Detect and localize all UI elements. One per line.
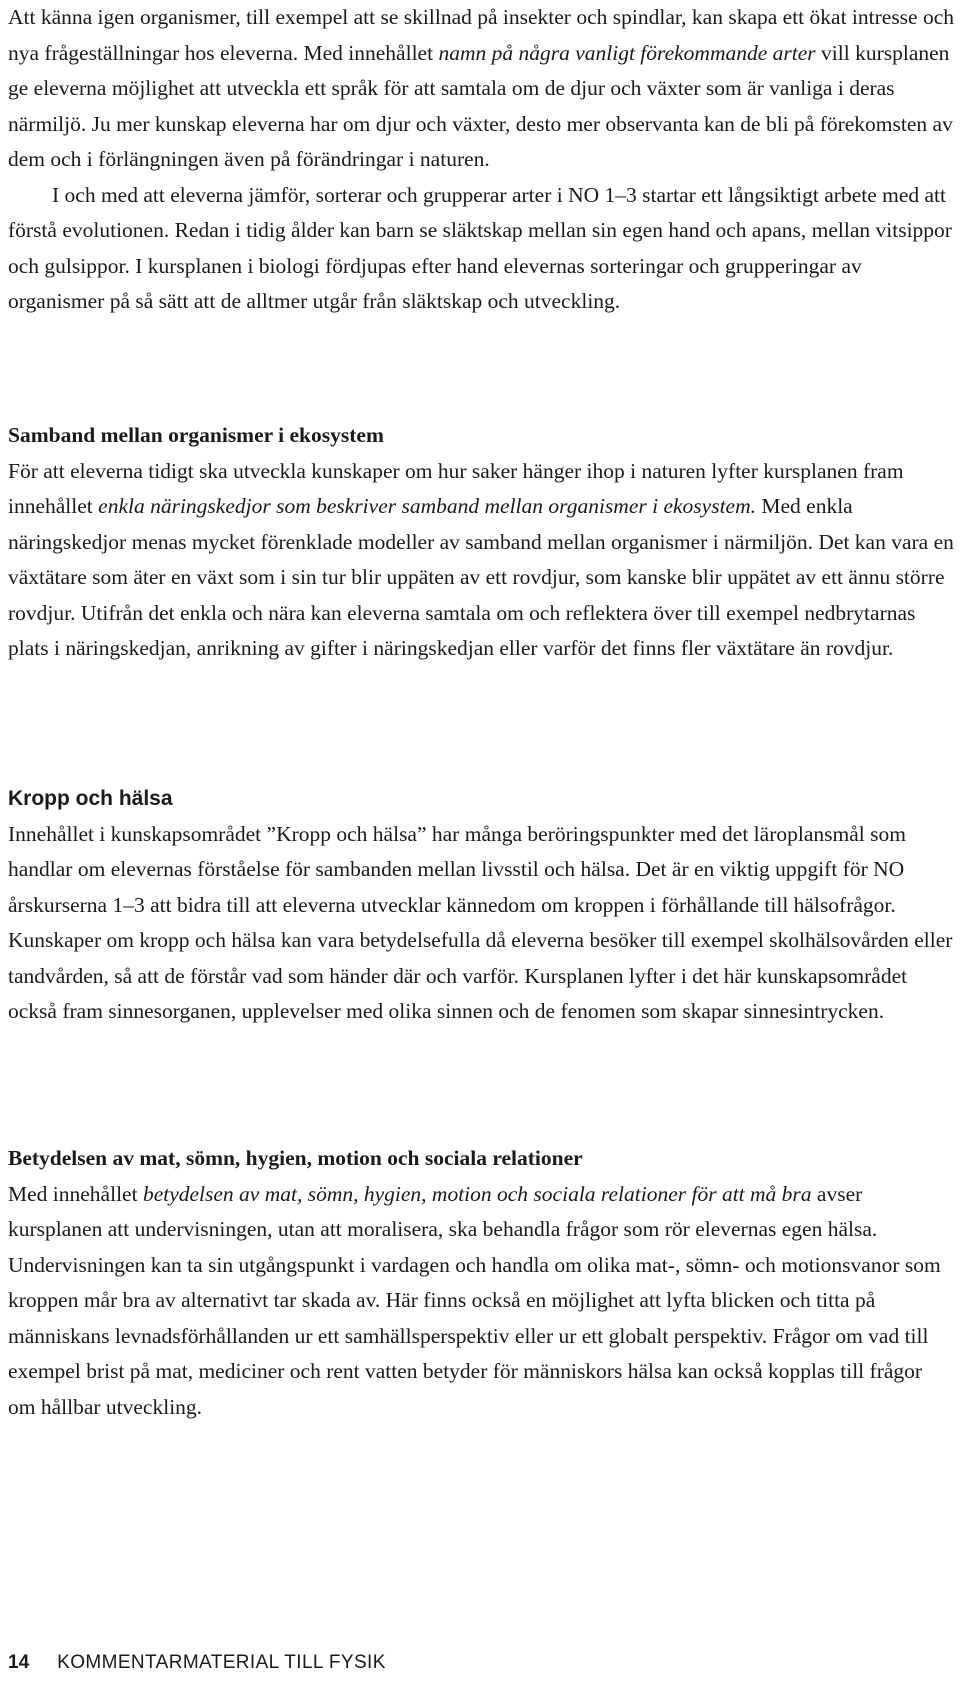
betydelsen-text-a: Med innehållet [8, 1181, 143, 1206]
kropp-paragraph: Innehållet i kunskapsområdet ”Kropp och hälsa” har många beröringspunkter med det läroplansmål som handlar om elevernas förståelse för sambanden mellan livsstil och hälsa. Det är en viktig uppgift för NO årskurserna 1–3 att bidra till att eleverna utvecklar kännedom om kroppen i förhållande till hälsofrågor. Kunskaper om kropp och hälsa kan vara betydelsefulla då eleverna besöker till exempel skolhälsovården eller tandvården, så att de förstår vad som händer där och varför. Kursplanen lyfter i det här kunskapsområdet också fram sinnesorganen, upplevelser med olika sinnen och de fenomen som skapar sinnesintrycken. [8, 821, 953, 1023]
samband-paragraph [8, 454, 954, 667]
heading-betydelsen: Betydelsen av mat, sömn, hygien, motion och sociala relationer [8, 1146, 583, 1170]
betydelsen-text-b: avser kursplanen att undervisningen, utan att moralisera, ska behandla frågor som rör elevernas egen hälsa. Undervisningen kan ta sin utgångspunkt i vardagen och handla om olika mat-, sömn- och motionsvanor som kroppen mår bra av alternativt tar skada av. Här finns också en möjlighet att lyfta blicken och titta på människans levnadsförhållanden ur ett samhällsperspektiv eller ur ett globalt perspektiv. Frågor om vad till exempel brist på mat, mediciner och rent vatten betyder för människors hälsa kan också kopplas till frågor om hållbar utveckling. [8, 1181, 941, 1419]
intro-section [8, 0, 954, 320]
page-number: 14 [8, 1652, 30, 1673]
betydelsen-paragraph [8, 1177, 954, 1426]
page-footer [8, 1651, 386, 1675]
section-samband [8, 418, 954, 667]
intro-p1-text-a: Att känna igen organismer, till exempel att se skillnad på insekter och spindlar, kan skapa ett ökat intresse och nya frågeställningar hos eleverna. Med innehållet [8, 5, 955, 65]
intro-p1-emphasis: namn på några vanligt förekommande arter [438, 40, 816, 65]
samband-text-b: Med enkla näringskedjor menas mycket förenklade modeller av samband mellan organismer i närmiljön. Det kan vara en växtätare som äter en växt som i sin tur blir uppäten av ett rovdjur, som kanske blir uppätet av ett ännu större rovdjur. Utifrån det enkla och nära kan eleverna samtala om och reflektera över till exempel nedbrytarnas plats i näringskedjan, anrikning av gifter i näringskedjan eller varför det finns fler växtätare än rovdjur. [8, 494, 954, 660]
heading-samband: Samband mellan organismer i ekosystem [8, 423, 384, 447]
samband-text-a: För att eleverna tidigt ska utveckla kunskaper om hur saker hänger ihop i naturen lyfter kursplanen fram innehållet [8, 458, 904, 518]
intro-p1-text-b: vill kursplanen ge eleverna möjlighet att utveckla ett språk för att samtala om de djur och växter som är vanliga i deras närmiljö. Ju mer kunskap eleverna har om djur och växter, desto mer observanta kan de bli på förekomsten av dem och i förlängningen även på förändringar i naturen. [8, 40, 953, 171]
section-betydelsen [8, 1141, 954, 1425]
footer-title: KOMMENTARMATERIAL TILL FYSIK [57, 1652, 386, 1673]
heading-kropp-och-halsa: Kropp och hälsa [8, 787, 173, 810]
section-kropp-och-halsa [8, 781, 954, 1030]
intro-paragraph-1 [8, 0, 954, 178]
intro-paragraph-2: I och med att eleverna jämför, sorterar och grupperar arter i NO 1–3 startar ett långsiktigt arbete med att förstå evolutionen. Redan i tidig ålder kan barn se släktskap mellan sin egen hand och apans, mellan vitsippor och gulsippor. I kursplanen i biologi fördjupas efter hand elevernas sorteringar och grupperingar av organismer på så sätt att de alltmer utgår från släktskap och utveckling. [8, 182, 952, 313]
betydelsen-emphasis: betydelsen av mat, sömn, hygien, motion och sociala relationer för att må bra [142, 1181, 812, 1206]
samband-emphasis: enkla näringskedjor som beskriver samband mellan organismer i ekosystem. [98, 494, 756, 518]
